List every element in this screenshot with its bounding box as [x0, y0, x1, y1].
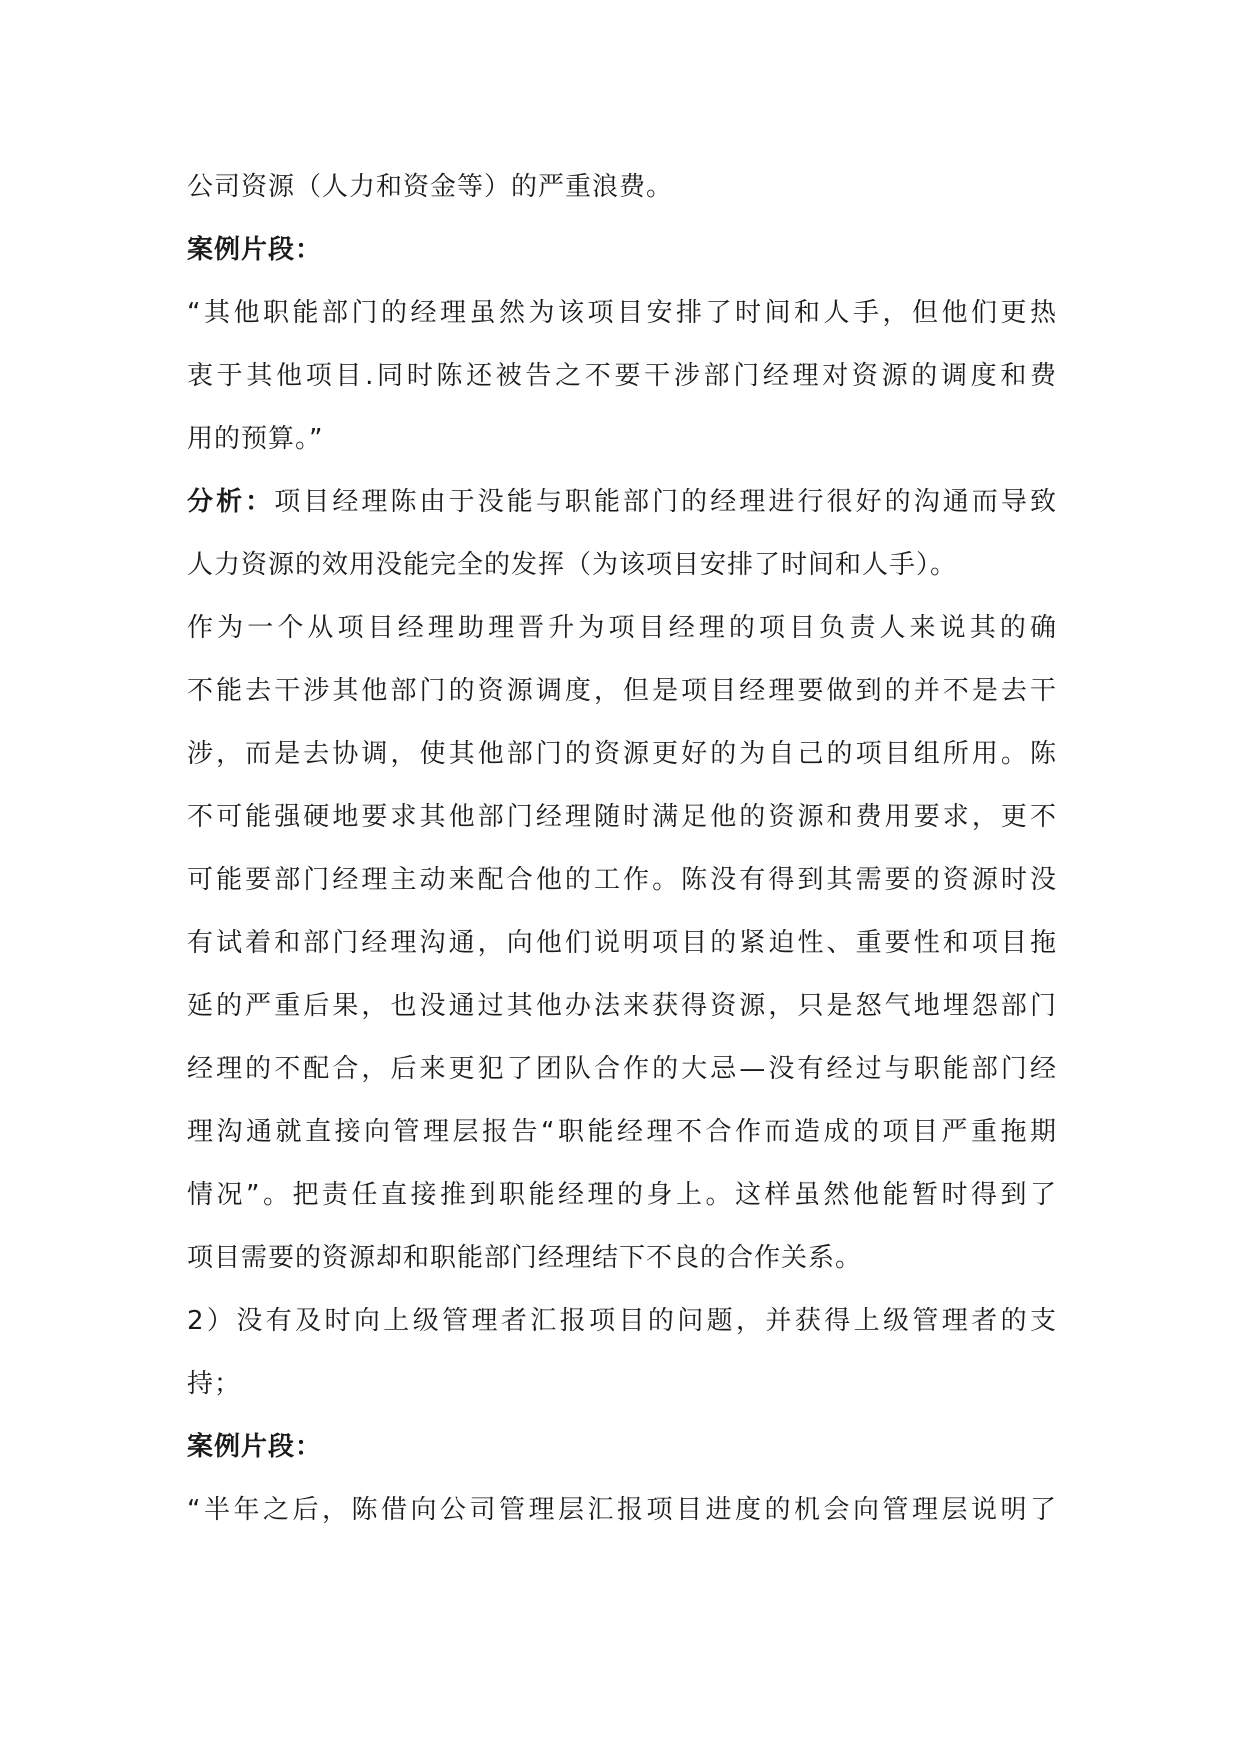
quote-line: 衷于其他项目.同时陈还被告之不要干涉部门经理对资源的调度和费 [187, 361, 1057, 391]
quote-line: “半年之后，陈借向公司管理层汇报项目进度的机会向管理层说明了 [187, 1495, 1057, 1525]
paragraph-line: 经理的不配合，后来更犯了团队合作的大忌—没有经过与职能部门经 [187, 1054, 1057, 1084]
paragraph-line: 不可能强硬地要求其他部门经理随时满足他的资源和费用要求，更不 [187, 802, 1057, 832]
paragraph-line: 人力资源的效用没能完全的发挥（为该项目安排了时间和人手）。 [187, 550, 958, 580]
paragraph-line: 有试着和部门经理沟通，向他们说明项目的紧迫性、重要性和项目拖 [187, 928, 1057, 958]
paragraph-line: 涉，而是去协调，使其他部门的资源更好的为自己的项目组所用。陈 [187, 739, 1057, 769]
paragraph-line: 可能要部门经理主动来配合他的工作。陈没有得到其需要的资源时没 [187, 865, 1057, 895]
paragraph-line: 情况”。把责任直接推到职能经理的身上。这样虽然他能暂时得到了 [187, 1180, 1057, 1210]
analysis-label: 分析： [187, 487, 275, 517]
body-text [187, 156, 1057, 1542]
paragraph-line: 项目需要的资源却和职能部门经理结下不良的合作关系。 [187, 1243, 863, 1273]
list-item-line: 持； [187, 1369, 242, 1399]
analysis-line [187, 471, 1057, 534]
analysis-text: 项目经理陈由于没能与职能部门的经理进行很好的沟通而导致 [274, 487, 1057, 517]
paragraph-line: 不能去干涉其他部门的资源调度，但是项目经理要做到的并不是去干 [187, 676, 1057, 706]
quote-line: 用的预算。” [187, 424, 324, 454]
paragraph-line: 延的严重后果，也没通过其他办法来获得资源，只是怒气地埋怨部门 [187, 991, 1057, 1021]
paragraph-line: 公司资源（人力和资金等）的严重浪费。 [187, 172, 674, 202]
section-heading-case-excerpt: 案例片段： [187, 235, 323, 265]
quote-line: “其他职能部门的经理虽然为该项目安排了时间和人手，但他们更热 [187, 298, 1057, 328]
list-item-line: 2）没有及时向上级管理者汇报项目的问题，并获得上级管理者的支 [187, 1306, 1057, 1336]
paragraph-line: 理沟通就直接向管理层报告“职能经理不合作而造成的项目严重拖期 [187, 1117, 1057, 1147]
section-heading-case-excerpt: 案例片段： [187, 1432, 323, 1462]
paragraph-line: 作为一个从项目经理助理晋升为项目经理的项目负责人来说其的确 [187, 613, 1057, 643]
